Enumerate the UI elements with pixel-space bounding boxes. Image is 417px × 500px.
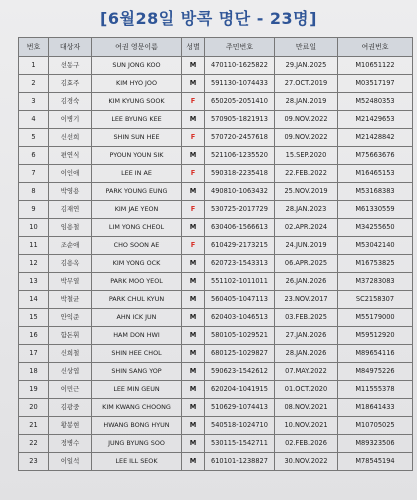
cell-resident-id: 590623-1542612	[205, 363, 275, 381]
cell-resident-id: 680125-1029827	[205, 345, 275, 363]
table-row	[19, 435, 413, 453]
table-row	[19, 183, 413, 201]
cell-english-name: SUN JONG KOO	[92, 57, 182, 75]
table-row	[19, 111, 413, 129]
cell-resident-id: 620403-1046513	[205, 309, 275, 327]
header-passport-number: 여권번호	[338, 38, 413, 57]
cell-english-name: KIM HYO JOO	[92, 75, 182, 93]
cell-resident-id: 620204-1041915	[205, 381, 275, 399]
cell-passport-number: M16465153	[338, 165, 413, 183]
cell-sex: F	[182, 201, 205, 219]
cell-name: 박무열	[49, 273, 92, 291]
cell-number: 8	[19, 183, 49, 201]
table-row	[19, 417, 413, 435]
cell-passport-number: M53042140	[338, 237, 413, 255]
cell-english-name: LIM YONG CHEOL	[92, 219, 182, 237]
cell-resident-id: 540518-1024710	[205, 417, 275, 435]
table-row	[19, 291, 413, 309]
cell-expiry: 10.NOV.2021	[275, 417, 338, 435]
cell-resident-id: 470110-1625822	[205, 57, 275, 75]
cell-number: 21	[19, 417, 49, 435]
table-row	[19, 255, 413, 273]
cell-passport-number: M21428842	[338, 129, 413, 147]
cell-passport-number: M59512920	[338, 327, 413, 345]
cell-english-name: KIM YONG OCK	[92, 255, 182, 273]
cell-expiry: 29.JAN.2025	[275, 57, 338, 75]
table-row	[19, 363, 413, 381]
cell-name: 김효주	[49, 75, 92, 93]
cell-name: 함돈휘	[49, 327, 92, 345]
cell-resident-id: 530115-1542711	[205, 435, 275, 453]
cell-passport-number: SC2158307	[338, 291, 413, 309]
cell-resident-id: 610429-2173215	[205, 237, 275, 255]
cell-name: 김용옥	[49, 255, 92, 273]
cell-name: 김광중	[49, 399, 92, 417]
cell-sex: M	[182, 453, 205, 471]
cell-expiry: 25.NOV.2019	[275, 183, 338, 201]
cell-english-name: LEE BYUNG KEE	[92, 111, 182, 129]
cell-number: 10	[19, 219, 49, 237]
cell-sex: M	[182, 219, 205, 237]
cell-resident-id: 650205-2051410	[205, 93, 275, 111]
cell-sex: M	[182, 417, 205, 435]
cell-number: 14	[19, 291, 49, 309]
table-row	[19, 219, 413, 237]
header-number: 번호	[19, 38, 49, 57]
header-sex: 성별	[182, 38, 205, 57]
cell-expiry: 22.FEB.2022	[275, 165, 338, 183]
cell-expiry: 24.JUN.2019	[275, 237, 338, 255]
cell-expiry: 02.APR.2024	[275, 219, 338, 237]
cell-number: 9	[19, 201, 49, 219]
cell-expiry: 27.OCT.2019	[275, 75, 338, 93]
cell-resident-id: 591130-1074433	[205, 75, 275, 93]
cell-passport-number: M89323506	[338, 435, 413, 453]
cell-resident-id: 530725-2017729	[205, 201, 275, 219]
cell-resident-id: 570720-2457618	[205, 129, 275, 147]
cell-english-name: SHIN HEE CHOL	[92, 345, 182, 363]
cell-number: 13	[19, 273, 49, 291]
cell-name: 김경숙	[49, 93, 92, 111]
cell-expiry: 01.OCT.2020	[275, 381, 338, 399]
cell-sex: F	[182, 237, 205, 255]
cell-expiry: 06.APR.2025	[275, 255, 338, 273]
cell-number: 19	[19, 381, 49, 399]
cell-sex: M	[182, 363, 205, 381]
cell-sex: M	[182, 75, 205, 93]
cell-english-name: AHN ICK JUN	[92, 309, 182, 327]
cell-number: 7	[19, 165, 49, 183]
header-resident-id: 주민번호	[205, 38, 275, 57]
cell-passport-number: M10705025	[338, 417, 413, 435]
cell-expiry: 30.NOV.2022	[275, 453, 338, 471]
table-row	[19, 201, 413, 219]
cell-english-name: CHO SOON AE	[92, 237, 182, 255]
cell-number: 3	[19, 93, 49, 111]
cell-english-name: PYOUN YOUN SIK	[92, 147, 182, 165]
cell-passport-number: M75663676	[338, 147, 413, 165]
cell-number: 1	[19, 57, 49, 75]
cell-number: 12	[19, 255, 49, 273]
cell-expiry: 07.MAY.2022	[275, 363, 338, 381]
cell-sex: M	[182, 183, 205, 201]
cell-english-name: PARK YOUNG EUNG	[92, 183, 182, 201]
cell-expiry: 26.JAN.2026	[275, 273, 338, 291]
cell-sex: M	[182, 309, 205, 327]
cell-resident-id: 560405-1047113	[205, 291, 275, 309]
cell-expiry: 15.SEP.2020	[275, 147, 338, 165]
cell-resident-id: 580105-1029521	[205, 327, 275, 345]
cell-number: 5	[19, 129, 49, 147]
cell-english-name: JUNG BYUNG SOO	[92, 435, 182, 453]
cell-name: 선동구	[49, 57, 92, 75]
cell-expiry: 28.JAN.2026	[275, 345, 338, 363]
cell-name: 박영용	[49, 183, 92, 201]
cell-english-name: PARK MOO YEOL	[92, 273, 182, 291]
cell-number: 18	[19, 363, 49, 381]
cell-sex: M	[182, 147, 205, 165]
cell-english-name: LEE IN AE	[92, 165, 182, 183]
cell-number: 2	[19, 75, 49, 93]
table-row	[19, 345, 413, 363]
cell-sex: M	[182, 57, 205, 75]
table-row	[19, 309, 413, 327]
cell-resident-id: 610101-1238827	[205, 453, 275, 471]
table-row	[19, 453, 413, 471]
cell-number: 15	[19, 309, 49, 327]
cell-passport-number: M89654116	[338, 345, 413, 363]
cell-expiry: 09.NOV.2022	[275, 129, 338, 147]
cell-number: 17	[19, 345, 49, 363]
cell-passport-number: M78545194	[338, 453, 413, 471]
cell-number: 22	[19, 435, 49, 453]
cell-resident-id: 551102-1011011	[205, 273, 275, 291]
table-row	[19, 165, 413, 183]
cell-english-name: SHIN SUN HEE	[92, 129, 182, 147]
cell-number: 4	[19, 111, 49, 129]
cell-number: 16	[19, 327, 49, 345]
table-row	[19, 273, 413, 291]
table-row	[19, 57, 413, 75]
cell-expiry: 27.JAN.2026	[275, 327, 338, 345]
cell-passport-number: M84975226	[338, 363, 413, 381]
table-row	[19, 75, 413, 93]
cell-passport-number: M16753825	[338, 255, 413, 273]
cell-english-name: SHIN SANG YOP	[92, 363, 182, 381]
cell-sex: M	[182, 435, 205, 453]
cell-resident-id: 521106-1235520	[205, 147, 275, 165]
table-row	[19, 237, 413, 255]
cell-name: 이민근	[49, 381, 92, 399]
cell-sex: M	[182, 399, 205, 417]
cell-name: 정병수	[49, 435, 92, 453]
cell-passport-number: M37283083	[338, 273, 413, 291]
cell-passport-number: M21429653	[338, 111, 413, 129]
table-row	[19, 327, 413, 345]
cell-name: 박철균	[49, 291, 92, 309]
table-row	[19, 93, 413, 111]
cell-english-name: LEE MIN GEUN	[92, 381, 182, 399]
cell-name: 조순애	[49, 237, 92, 255]
cell-name: 신상엽	[49, 363, 92, 381]
cell-expiry: 03.FEB.2025	[275, 309, 338, 327]
header-expiry: 만료일	[275, 38, 338, 57]
cell-sex: M	[182, 255, 205, 273]
cell-expiry: 28.JAN.2019	[275, 93, 338, 111]
passenger-table	[18, 37, 413, 471]
cell-name: 이병기	[49, 111, 92, 129]
cell-sex: M	[182, 273, 205, 291]
cell-sex: M	[182, 345, 205, 363]
cell-english-name: HAM DON HWI	[92, 327, 182, 345]
cell-passport-number: M34255650	[338, 219, 413, 237]
cell-expiry: 02.FEB.2026	[275, 435, 338, 453]
cell-sex: M	[182, 111, 205, 129]
list-title: [6월28일 방콕 명단 - 23명]	[100, 9, 317, 28]
cell-name: 편연식	[49, 147, 92, 165]
header-name: 대상자	[49, 38, 92, 57]
cell-passport-number: M52480353	[338, 93, 413, 111]
cell-sex: F	[182, 129, 205, 147]
cell-passport-number: M11555378	[338, 381, 413, 399]
cell-expiry: 28.JAN.2023	[275, 201, 338, 219]
table-row	[19, 381, 413, 399]
cell-passport-number: M55179000	[338, 309, 413, 327]
cell-name: 신희철	[49, 345, 92, 363]
table-row	[19, 399, 413, 417]
cell-resident-id: 590318-2235418	[205, 165, 275, 183]
cell-english-name: KIM KWANG CHOONG	[92, 399, 182, 417]
cell-passport-number: M61330559	[338, 201, 413, 219]
cell-passport-number: M53168383	[338, 183, 413, 201]
cell-expiry: 09.NOV.2022	[275, 111, 338, 129]
cell-english-name: KIM JAE YEON	[92, 201, 182, 219]
cell-resident-id: 630406-1566613	[205, 219, 275, 237]
cell-english-name: HWANG BONG HYUN	[92, 417, 182, 435]
cell-sex: F	[182, 165, 205, 183]
cell-sex: M	[182, 381, 205, 399]
cell-sex: M	[182, 291, 205, 309]
cell-number: 11	[19, 237, 49, 255]
cell-sex: M	[182, 327, 205, 345]
header-row	[19, 38, 413, 57]
cell-resident-id: 490810-1063432	[205, 183, 275, 201]
cell-sex: F	[182, 93, 205, 111]
header-english-name: 여권 영문이름	[92, 38, 182, 57]
cell-english-name: KIM KYUNG SOOK	[92, 93, 182, 111]
cell-resident-id: 570905-1821913	[205, 111, 275, 129]
cell-number: 20	[19, 399, 49, 417]
cell-number: 6	[19, 147, 49, 165]
cell-resident-id: 620723-1543313	[205, 255, 275, 273]
cell-name: 신선희	[49, 129, 92, 147]
cell-expiry: 23.NOV.2017	[275, 291, 338, 309]
cell-resident-id: 510629-1074413	[205, 399, 275, 417]
cell-number: 23	[19, 453, 49, 471]
table-row	[19, 147, 413, 165]
cell-passport-number: M03517197	[338, 75, 413, 93]
cell-passport-number: M10651122	[338, 57, 413, 75]
cell-name: 이일석	[49, 453, 92, 471]
cell-name: 안익준	[49, 309, 92, 327]
cell-name: 김재연	[49, 201, 92, 219]
table-row	[19, 129, 413, 147]
cell-english-name: PARK CHUL KYUN	[92, 291, 182, 309]
cell-name: 임용철	[49, 219, 92, 237]
cell-passport-number: M18641433	[338, 399, 413, 417]
cell-name: 황봉현	[49, 417, 92, 435]
cell-expiry: 08.NOV.2021	[275, 399, 338, 417]
cell-name: 이인애	[49, 165, 92, 183]
cell-english-name: LEE ILL SEOK	[92, 453, 182, 471]
